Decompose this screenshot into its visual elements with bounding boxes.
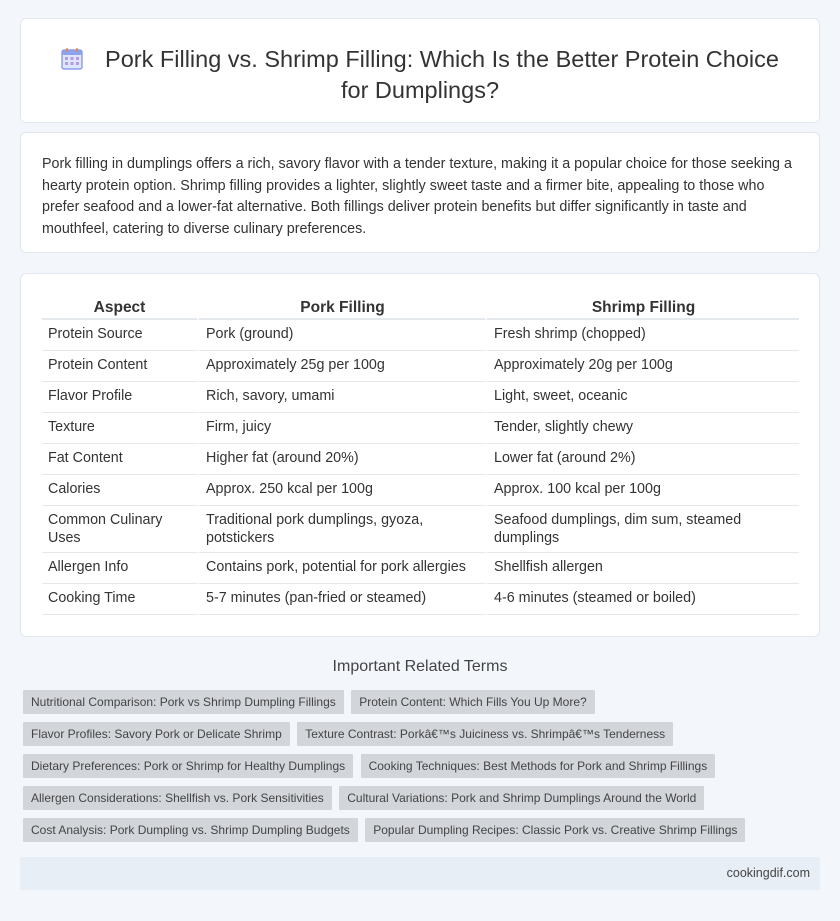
intro-paragraph: Pork filling in dumplings offers a rich, savory flavor with a tender texture, making it a popular choice for those seeking a hearty protein option. Shrimp filling provides a lighter, slightly sweet taste and a firmer bite, appealing to those who prefer seafood and a lower-fat alternative. Both fillings deliver protein benefits but differ significantly in taste and mouthfeel, catering to diverse culinary preferences. (42, 156, 792, 237)
table-row (42, 444, 799, 475)
table-row (42, 584, 799, 615)
page-title-text: Pork Filling vs. Shrimp Filling: Which Is the Better Protein Choice for Dumplings? (105, 46, 779, 103)
tag-row (23, 786, 803, 818)
title-card (20, 18, 820, 123)
related-term-tag[interactable]: Texture Contrast: Porkâ€™s Juiciness vs. Shrimpâ€™s Tenderness (297, 722, 673, 746)
header-shrimp-filling: Shrimp Filling (485, 296, 799, 320)
cell-aspect: Flavor Profile (42, 382, 197, 413)
cell-shrimp: Approx. 100 kcal per 100g (485, 475, 799, 506)
related-term-tag[interactable]: Protein Content: Which Fills You Up More? (351, 690, 594, 714)
cell-aspect: Cooking Time (42, 584, 197, 615)
cell-shrimp: Lower fat (around 2%) (485, 444, 799, 475)
cell-shrimp: 4-6 minutes (steamed or boiled) (485, 584, 799, 615)
table-row (42, 320, 799, 351)
cell-aspect: Protein Content (42, 351, 197, 382)
related-terms-list (23, 690, 803, 850)
cell-pork: Rich, savory, umami (197, 382, 485, 413)
cell-pork: 5-7 minutes (pan-fried or steamed) (197, 584, 485, 615)
cell-pork: Traditional pork dumplings, gyoza, potstickers (197, 506, 485, 553)
cell-pork: Higher fat (around 20%) (197, 444, 485, 475)
table-row (42, 475, 799, 506)
table-row (42, 553, 799, 584)
comparison-table (42, 296, 799, 615)
cell-aspect: Fat Content (42, 444, 197, 475)
cell-aspect: Calories (42, 475, 197, 506)
related-term-tag[interactable]: Cost Analysis: Pork Dumpling vs. Shrimp Dumpling Budgets (23, 818, 358, 842)
tag-row (23, 754, 803, 786)
table-row (42, 351, 799, 382)
tag-row (23, 818, 803, 850)
related-terms-heading: Important Related Terms (332, 658, 508, 675)
comparison-card (20, 273, 820, 637)
cell-aspect: Common Culinary Uses (42, 506, 197, 553)
cell-aspect: Protein Source (42, 320, 197, 351)
table-row (42, 506, 799, 553)
intro-card (20, 132, 820, 253)
related-term-tag[interactable]: Cultural Variations: Pork and Shrimp Dumplings Around the World (339, 786, 704, 810)
calendar-icon (61, 48, 83, 70)
related-term-tag[interactable]: Popular Dumpling Recipes: Classic Pork vs. Creative Shrimp Fillings (365, 818, 745, 842)
cell-shrimp: Tender, slightly chewy (485, 413, 799, 444)
table-row (42, 413, 799, 444)
cell-pork: Approximately 25g per 100g (197, 351, 485, 382)
cell-shrimp: Fresh shrimp (chopped) (485, 320, 799, 351)
cell-pork: Approx. 250 kcal per 100g (197, 475, 485, 506)
cell-pork: Pork (ground) (197, 320, 485, 351)
table-header-row (42, 296, 799, 320)
cell-pork: Contains pork, potential for pork allergies (197, 553, 485, 584)
cell-shrimp: Shellfish allergen (485, 553, 799, 584)
cell-shrimp: Seafood dumplings, dim sum, steamed dumplings (485, 506, 799, 553)
cell-pork: Firm, juicy (197, 413, 485, 444)
footer (20, 857, 820, 890)
header-aspect: Aspect (42, 296, 197, 320)
cell-shrimp: Light, sweet, oceanic (485, 382, 799, 413)
cell-aspect: Texture (42, 413, 197, 444)
header-pork-filling: Pork Filling (197, 296, 485, 320)
footer-site-link[interactable]: cookingdif.com (726, 866, 810, 880)
tag-row (23, 722, 803, 754)
related-term-tag[interactable]: Flavor Profiles: Savory Pork or Delicate Shrimp (23, 722, 290, 746)
related-term-tag[interactable]: Cooking Techniques: Best Methods for Pork and Shrimp Fillings (361, 754, 716, 778)
table-row (42, 382, 799, 413)
cell-shrimp: Approximately 20g per 100g (485, 351, 799, 382)
related-term-tag[interactable]: Dietary Preferences: Pork or Shrimp for Healthy Dumplings (23, 754, 353, 778)
related-term-tag[interactable]: Allergen Considerations: Shellfish vs. Pork Sensitivities (23, 786, 332, 810)
tag-row (23, 690, 803, 722)
page-title (21, 44, 819, 106)
cell-aspect: Allergen Info (42, 553, 197, 584)
related-term-tag[interactable]: Nutritional Comparison: Pork vs Shrimp Dumpling Fillings (23, 690, 344, 714)
